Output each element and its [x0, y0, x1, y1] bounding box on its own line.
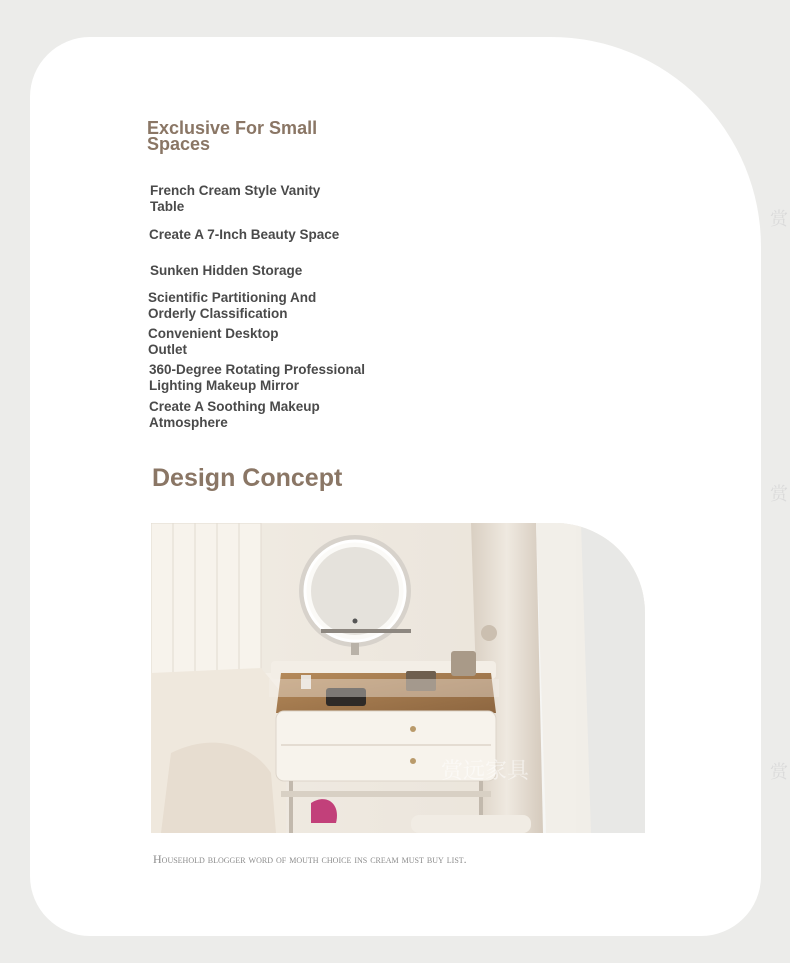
feature-item: Create A 7-Inch Beauty Space	[149, 227, 340, 242]
small-spaces-heading: Exclusive For Small Spaces	[147, 118, 318, 154]
feature-item: Scientific Partitioning And Orderly Classification	[148, 290, 317, 321]
edge-watermark: 赏	[770, 484, 788, 505]
photo-watermark: 赏远家具	[441, 759, 530, 784]
feature-item: Create A Soothing Makeup Atmosphere	[149, 399, 320, 430]
vanity-illustration	[151, 523, 645, 833]
vanity-table-photo	[151, 523, 645, 833]
feature-item: French Cream Style Vanity Table	[150, 183, 321, 214]
photo-caption: Household blogger word of mouth choice ins cream must buy list.	[153, 852, 467, 866]
feature-item: Convenient Desktop Outlet	[148, 326, 279, 357]
edge-watermark: 赏	[770, 762, 788, 783]
feature-item: 360-Degree Rotating Professional Lighting Makeup Mirror	[149, 362, 366, 393]
design-concept-title: Design Concept	[152, 464, 343, 492]
edge-watermark: 赏	[770, 209, 788, 230]
feature-item: Sunken Hidden Storage	[150, 263, 303, 278]
